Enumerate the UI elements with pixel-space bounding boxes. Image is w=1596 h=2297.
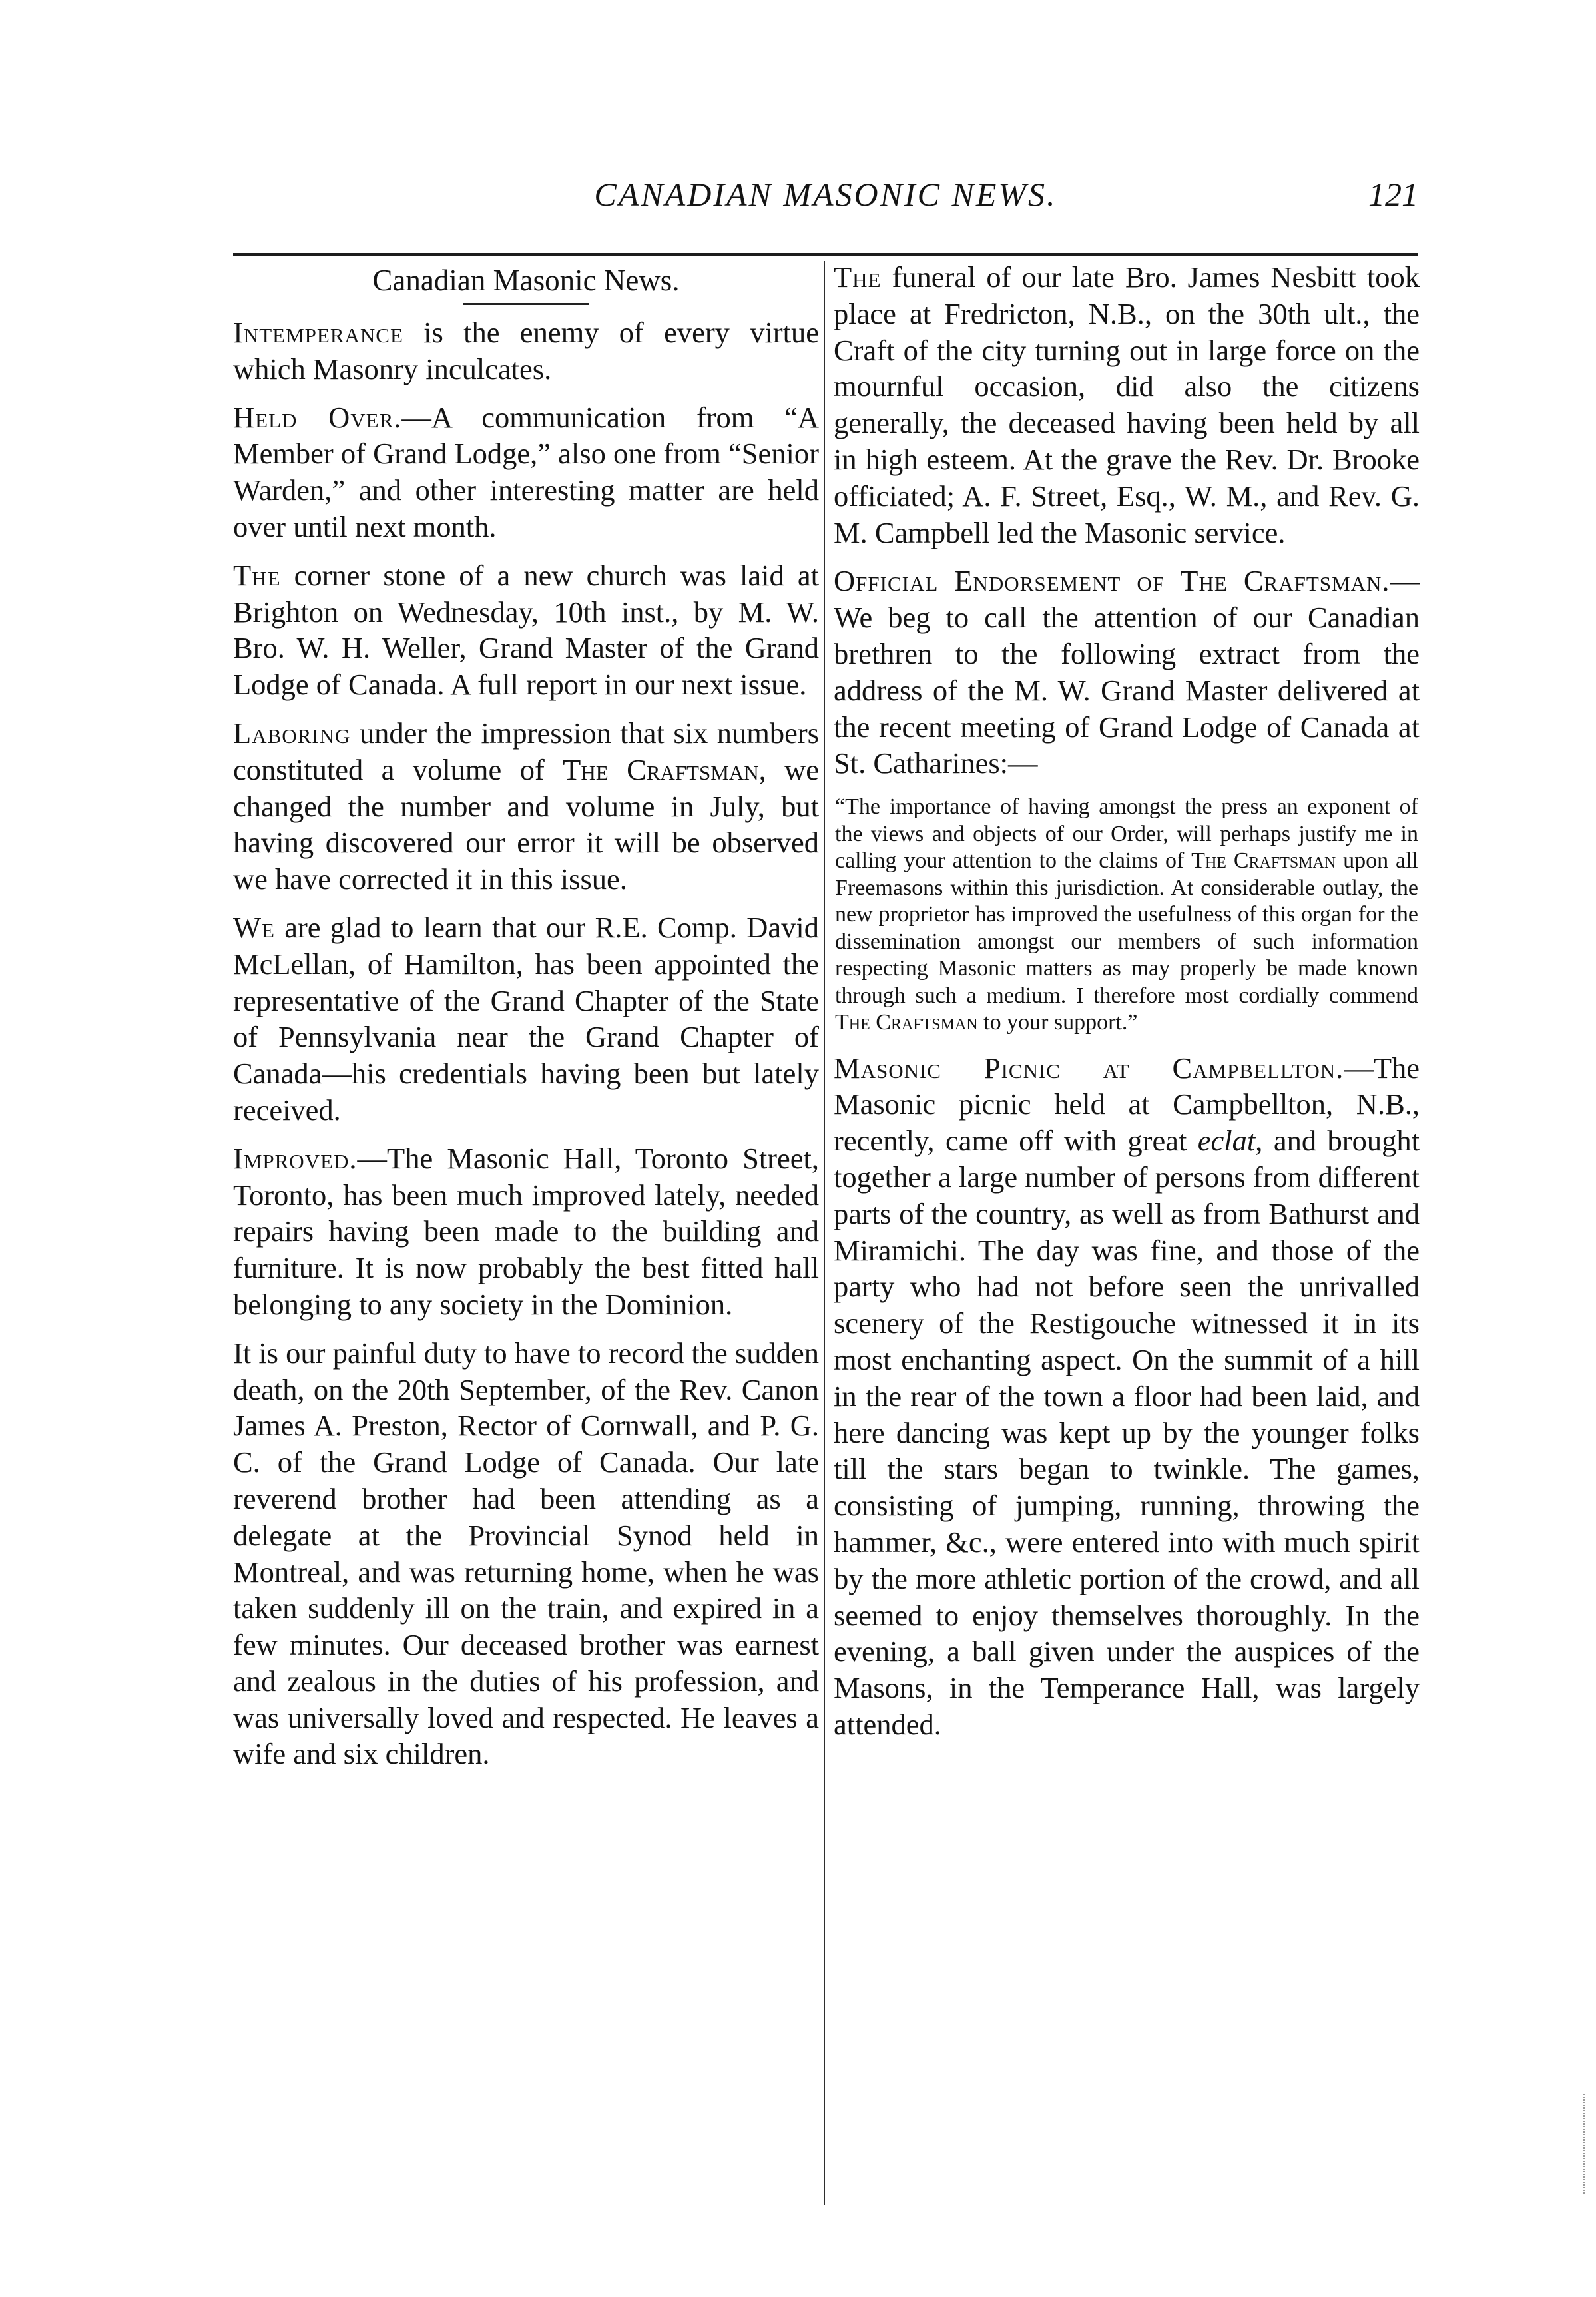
paragraph-text: under the impression that six numbers constituted a volume of	[233, 716, 819, 786]
paragraph-text: —We beg to call the attention of our Canadian brethren to the following extract from the address of the M. W. Grand Master delivered at the recent meeting of Grand Lodge of Canada at St. Catharines:—	[834, 564, 1420, 780]
paragraph-picnic	[834, 1050, 1420, 1743]
paragraph-text: funeral of our late Bro. James Nesbitt took place at Fredricton, N.B., on the 30th ult., the Craft of the city turning out in large force on the mournful occasion, did also the citizens generally, the deceased having been held by all in high esteem. At the grave the Rev. Dr. Brooke officiated; A. F. Street, Esq., W. M., and Rev. G. M. Campbell led the Masonic service.	[834, 260, 1420, 549]
right-column	[834, 256, 1420, 2214]
paragraph-lead: Laboring	[233, 716, 351, 750]
paragraph-lead: Masonic Picnic at Campbellton.	[834, 1051, 1344, 1085]
paragraph-text: —The Masonic picnic held at Campbellton, N.B., recently, came off with great	[834, 1051, 1420, 1158]
paragraph-lead: Improved.	[233, 1141, 358, 1175]
paragraph-text: corner stone of a new church was laid at Brighton on Wednesday, 10th inst., by M. W. Bro. W. H. Weller, Grand Master of the Grand Lodge of Canada. A full report in our next issue.	[233, 558, 819, 702]
italic-word: eclat	[1197, 1124, 1256, 1158]
journal-name: The Craftsman	[835, 1010, 978, 1035]
running-header	[233, 174, 1418, 228]
paragraph-obituary	[233, 1335, 819, 1773]
running-title: CANADIAN MASONIC NEWS.	[594, 176, 1057, 213]
paragraph-intemperance	[233, 314, 819, 387]
paragraph-text: is the enemy of every virtue which Masonry inculcates.	[233, 316, 819, 385]
paragraph-lead: The	[834, 260, 882, 294]
paragraph-text: —The Masonic Hall, Toronto Street, Toronto, has been much improved lately, needed repairs having been made to the building and furniture. It is now probably the best fitted hall belonging to any society in the Dominion.	[233, 1141, 819, 1321]
paragraph-endorsement	[834, 563, 1420, 782]
address-quotation	[834, 794, 1420, 1037]
paragraph-lead: Official Endorsement of The Craftsman.	[834, 564, 1390, 598]
paragraph-improved	[233, 1141, 819, 1323]
quote-text: to your support.”	[977, 1010, 1138, 1035]
journal-name: The Craftsman	[563, 752, 759, 786]
paragraph-text: , we changed the number and volume in July, but having discovered our error it will be observed we have corrected it in this issue.	[233, 752, 819, 896]
paragraph-corner-stone	[233, 557, 819, 703]
header-rule	[233, 253, 1418, 256]
journal-name: The Craftsman	[1191, 848, 1336, 874]
heading-rule	[463, 303, 589, 305]
column-heading: Canadian Masonic News.	[372, 264, 680, 297]
paragraph-held-over	[233, 399, 819, 545]
paragraph-lead: Intemperance	[233, 316, 403, 349]
scan-edge-marks	[1583, 2094, 1589, 2194]
paragraph-text: It is our painful duty to have to record the sudden death, on the 20th September, of the Rev. Canon James A. Preston, Rector of Cornwall, and P. G. C. of the Grand Lodge of Canada. Our late reverend brother had been attending as a delegate at the Provincial Synod held in Montreal, and was returning home, when he was taken suddenly ill on the train, and expired in a few minutes. Our deceased brother was earnest and zealous in the duties of his profession, and was universally loved and respected. He leaves a wife and six children.	[233, 1336, 819, 1771]
paragraph-text: —A communication from “A Member of Grand Lodge,” also one from “Senior Warden,” and other interesting matter are held over until next month.	[233, 400, 819, 543]
page-number: 121	[1368, 176, 1418, 213]
paragraph-lead: Held Over.	[233, 400, 402, 434]
paragraph-laboring	[233, 715, 819, 897]
paragraph-mclellan	[233, 909, 819, 1129]
paragraph-text: , and brought together a large number of persons from different parts of the country, as well as from Bathurst and Miramichi. The day was fine, and those of the party who had not before seen the unrivalled scenery of the Restigouche witnessed it in its most enchanting aspect. On the summit of a hill in the rear of the town a floor had been laid, and here dancing was kept up by the younger folks till the stars began to twinkle. The games, consisting of jumping, running, throwing the hammer, &c., were entered into with much spirit by the more athletic portion of the crowd, and all seemed to enjoy themselves thoroughly. In the evening, a ball given under the auspices of the Masons, in the Temperance Hall, was largely attended.	[834, 1124, 1420, 1741]
quote-text: “The importance of having amongst the press an exponent of the views and objects of our Order, will perhaps justify me in calling your attention to the claims of	[835, 794, 1418, 874]
paragraph-lead: The	[233, 558, 281, 592]
paragraph-text: are glad to learn that our R.E. Comp. David McLellan, of Hamilton, has been appointed the representative of the Grand Chapter of the State of Pennsylvania near the Grand Chapter of Canada—his credentials having been but lately received.	[233, 910, 819, 1127]
paragraph-lead: We	[233, 910, 275, 944]
paragraph-funeral	[834, 259, 1420, 551]
left-column	[233, 256, 819, 2214]
column-divider	[824, 261, 825, 2205]
quote-text: upon all Freemasons within this jurisdiction. At considerable outlay, the new proprietor has improved the usefulness of this organ for the dissemination amongst our members of such information respecting Masonic matters as may properly be made known through such a medium. I therefore most cordially commend	[835, 848, 1419, 1008]
